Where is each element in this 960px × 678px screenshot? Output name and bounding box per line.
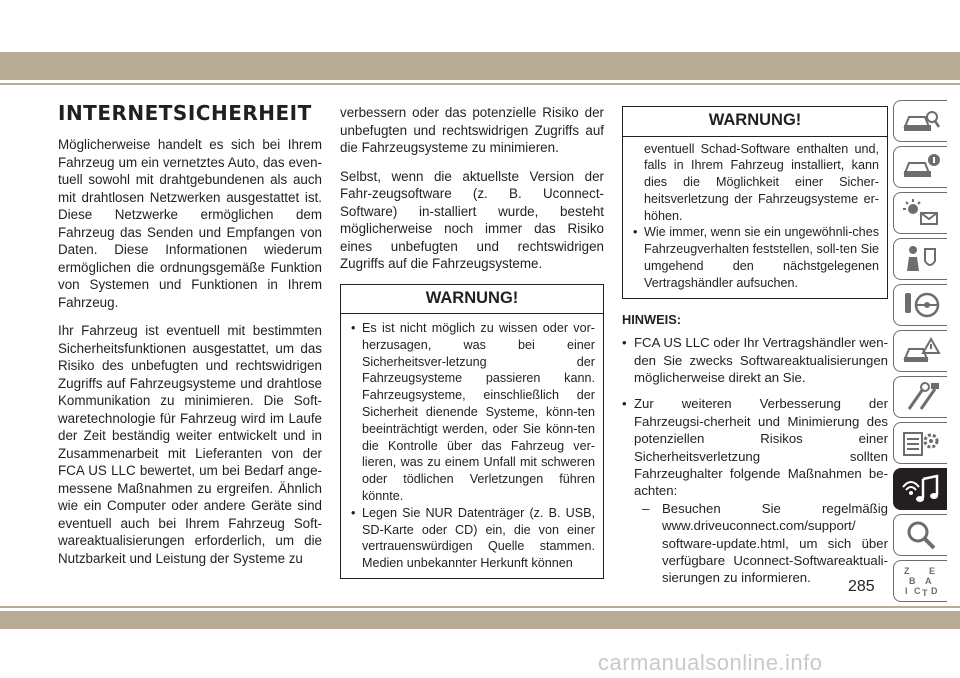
tab-safety[interactable] bbox=[893, 238, 947, 280]
maintenance-settings-icon bbox=[901, 427, 941, 459]
tab-car-info[interactable] bbox=[893, 146, 947, 188]
note-bullet: • FCA US LLC oder Ihr Vertragshändler wen-den Sie zwecks Softwareaktualisierungen möglicherweise direkt an Sie. bbox=[622, 334, 888, 386]
tab-emergency[interactable] bbox=[893, 330, 947, 372]
tab-steering-wheel[interactable] bbox=[893, 284, 947, 326]
emergency-icon bbox=[901, 335, 941, 367]
column-middle bbox=[340, 104, 604, 579]
warning-box bbox=[340, 284, 604, 579]
note-label: HINWEIS: bbox=[622, 311, 682, 327]
warning-bullet: • Wie immer, wenn sie ein ungewöhnli-ches Fahrzeugverhalten feststellen, soll-ten Sie umgehend den nächstgelegenen Vertragshändler aufsuchen. bbox=[633, 224, 879, 291]
footer-rule bbox=[0, 606, 960, 608]
warning-bullet: • Es ist nicht möglich zu wissen oder vor-herzusagen, was bei einer Sicherheitsver-letzung der Fahrzeugsysteme passieren kann. Fahrzeugsysteme, einschließlich der Sicherheit dienende Systeme, könn-ten beeinträchtigt werden, oder Sie könn-ten die Kontrolle über das Fahrzeug ver-lieren, was zu einem Unfall mit schweren oder tödlichen Verletzungen führen könnte. bbox=[351, 320, 595, 505]
multimedia-icon bbox=[901, 473, 941, 505]
warning-lights-icon bbox=[901, 197, 941, 229]
note-bullet: • Zur weiteren Verbesserung der Fahrzeugsi-cherheit und Minimierung des potenziellen Risikos einer Sicherheitsverletzung sollten Fahrzeughalter folgende Maßnahmen be-achten: bbox=[622, 395, 888, 499]
chapter-tabs bbox=[893, 100, 947, 606]
index-letter: B bbox=[908, 576, 915, 586]
sub-item-dash: – bbox=[642, 500, 650, 516]
warning-bullet: • Legen Sie NUR Datenträger (z. B. USB, SD-Karte oder CD) ein, die von einer vertrauenswürdigen Quelle stammen. Medien unbekannter Herkunft können bbox=[351, 505, 595, 572]
paragraph-security-features: Ihr Fahrzeug ist eventuell mit bestimmten Sicherheitsfunktionen ausgestattet, um das Risiko des unbefugten und rechtswidrigen Zugriffs auf Fahrzeugsysteme und drahtlose Kommunikation zu minimieren. Die Soft-waretechnologie für Fahrzeug wird im Laufe der Zeit beständig weiter entwickelt und in Zusammenarbeit mit Lieferanten von der FCA US LLC bewertet, um bei Bedarf ange-messene Maßnahmen zu ergreifen. Ähnlich wie ein Computer oder andere Geräte sind eventuell auch bei Ihrem Fahrzeug Soft-wareaktualisierungen erforderlich, um die Nutzbarkeit und Leistung der Systeme zu bbox=[58, 323, 322, 566]
page-number: 285 bbox=[848, 578, 875, 595]
sub-item-text: Besuchen Sie regelmäßig www.driveuconnect.com/support/ software-update.html, um sich über verfügbare Uconnect-Softwareaktuali-sierungen zu informieren. bbox=[662, 500, 888, 586]
tab-search[interactable] bbox=[893, 514, 947, 556]
index-icon bbox=[901, 565, 941, 597]
warning-box-continued bbox=[622, 106, 888, 299]
column-right bbox=[622, 106, 888, 587]
car-search-icon bbox=[901, 105, 941, 137]
warning-body bbox=[623, 137, 887, 298]
steering-wheel-icon bbox=[901, 289, 941, 321]
safety-icon bbox=[901, 243, 941, 275]
footer-band bbox=[0, 611, 960, 629]
tab-car-search[interactable] bbox=[893, 100, 947, 142]
tab-warning-lights[interactable] bbox=[893, 192, 947, 234]
page-title: INTERNETSICHERHEIT bbox=[58, 101, 312, 125]
paragraph-residual-risk: Selbst, wenn die aktuellste Version der Fahr-zeugsoftware (z. B. Uconnect-Software) in-stalliert wurde, besteht möglicherweise noch immer das Risiko eines unbefugten und rechtswidrigen Zugriffs auf die Fahrzeugsysteme. bbox=[340, 168, 604, 271]
header-rule bbox=[0, 83, 960, 85]
index-letter: A bbox=[924, 576, 931, 586]
watermark: carmanualsonline.info bbox=[598, 650, 823, 675]
warning-body bbox=[341, 314, 603, 578]
paragraph-connected-car: Möglicherweise handelt es sich bei Ihrem Fahrzeug um ein vernetztes Auto, das even-tuell sowohl mit drahtgebundenen als auch mit drahtlosen Netzwerken ausgestattet ist. Diese Netzwerke ermöglichen dem Fahrzeug das Senden und Empfangen von Daten. Diese Informationen wiederum ermöglichen die ordnungsgemäße Funktion von Systemen und Funktionen in Ihrem Fahrzeug. bbox=[58, 137, 322, 310]
paragraph-continuation: verbessern oder das potenzielle Risiko der unbefugten und rechtswidrigen Zugriffs auf die Fahrzeugsysteme zu minimieren. bbox=[340, 105, 604, 155]
car-info-icon bbox=[901, 151, 941, 183]
tab-maintenance-settings[interactable] bbox=[893, 422, 947, 464]
index-letter: D bbox=[930, 586, 937, 596]
tab-index[interactable] bbox=[893, 560, 947, 602]
index-letter: Z bbox=[903, 566, 909, 576]
warning-title: WARNUNG! bbox=[623, 107, 887, 137]
header-band bbox=[0, 52, 960, 80]
index-letter: C bbox=[913, 586, 920, 596]
index-letter: T bbox=[921, 588, 927, 597]
search-icon bbox=[901, 519, 941, 551]
tab-multimedia[interactable] bbox=[893, 468, 947, 510]
warning-title: WARNUNG! bbox=[341, 285, 603, 315]
warning-bullet-continued: eventuell Schad-Software enthalten und, falls in Ihrem Fahrzeug installiert, kann dies die Möglichkeit einer Sicher-heitsverletzung der Fahrzeugsysteme er-höhen. bbox=[644, 141, 879, 223]
tab-tools[interactable] bbox=[893, 376, 947, 418]
column-left bbox=[58, 100, 322, 578]
note-sub-item bbox=[622, 500, 888, 587]
index-letter: I bbox=[904, 586, 908, 596]
tools-icon bbox=[901, 381, 941, 413]
index-letter: E bbox=[928, 566, 935, 576]
